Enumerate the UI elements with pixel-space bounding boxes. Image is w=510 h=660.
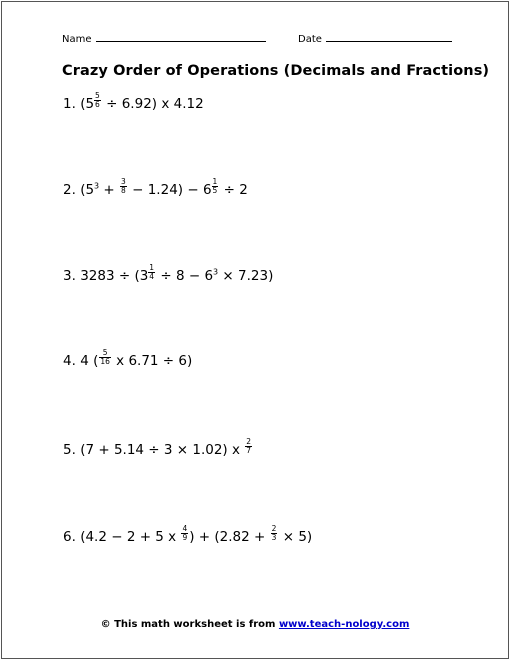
- expr-part: +: [99, 182, 120, 198]
- date-label: Date: [298, 34, 322, 45]
- expr-part: x 6.71 ÷ 6): [111, 353, 193, 369]
- fraction: [245, 438, 252, 455]
- problem-6: [63, 526, 312, 545]
- name-label: Name: [62, 34, 92, 45]
- problem-4: [63, 350, 192, 369]
- footer-prefix: © This math worksheet is from: [100, 619, 279, 630]
- denominator: 9: [182, 533, 188, 542]
- expr-part: ÷ 8 − 6: [156, 268, 214, 284]
- date-field: [298, 32, 452, 45]
- date-blank-line[interactable]: [326, 32, 452, 42]
- problem-3: [63, 265, 273, 284]
- denominator: 16: [100, 357, 110, 366]
- problem-2: [63, 179, 248, 198]
- fraction: [181, 525, 188, 542]
- expr-part: 3283 ÷ (3: [80, 268, 149, 284]
- teach-nology-link[interactable]: www.teach-nology.com: [278, 619, 410, 630]
- expr-part: (5: [80, 96, 95, 112]
- denominator: 6: [95, 100, 100, 109]
- expr-part: × 7.23): [218, 268, 274, 284]
- denominator: 8: [121, 186, 126, 195]
- denominator: 4: [149, 272, 155, 281]
- numerator: 1: [149, 263, 155, 272]
- expr-part: ) + (2.82 +: [189, 529, 270, 545]
- fraction: [148, 264, 155, 281]
- problem-number: 4.: [63, 353, 76, 369]
- numerator: 4: [182, 524, 188, 533]
- worksheet-page: [1, 1, 509, 659]
- expr-part: (4.2 − 2 + 5 x: [80, 529, 181, 545]
- denominator: 7: [246, 446, 252, 455]
- expr-part: ÷ 6.92) x 4.12: [101, 96, 204, 112]
- problem-5: [63, 439, 253, 458]
- problem-1: [63, 93, 204, 112]
- fraction: [271, 525, 278, 542]
- fraction: [212, 178, 219, 195]
- worksheet-title: Crazy Order of Operations (Decimals and Fractions): [62, 63, 490, 79]
- numerator: 3: [121, 177, 126, 186]
- name-blank-line[interactable]: [96, 32, 266, 42]
- expr-part: (5: [80, 182, 95, 198]
- expr-part: (7 + 5.14 ÷ 3 × 1.02) x: [80, 442, 245, 458]
- numerator: 5: [99, 349, 111, 358]
- expr-part: 4 (: [80, 353, 99, 369]
- footer-credit: [2, 619, 508, 630]
- problem-number: 2.: [63, 182, 76, 198]
- fraction: [120, 178, 127, 195]
- fraction: [94, 92, 101, 109]
- numerator: 5: [95, 91, 100, 100]
- exponent: 3: [94, 181, 100, 191]
- numerator: 2: [246, 437, 252, 446]
- expr-part: ÷ 2: [219, 182, 248, 198]
- problem-number: 1.: [63, 96, 76, 112]
- problem-number: 3.: [63, 268, 76, 284]
- problem-number: 6.: [63, 529, 76, 545]
- numerator: 2: [271, 524, 277, 533]
- name-field: [62, 32, 266, 45]
- expr-part: − 1.24) − 6: [127, 182, 212, 198]
- problem-number: 5.: [63, 442, 76, 458]
- denominator: 3: [271, 533, 277, 542]
- numerator: 1: [212, 177, 218, 186]
- expr-part: × 5): [278, 529, 313, 545]
- fraction: [99, 349, 111, 366]
- exponent: 3: [213, 267, 219, 277]
- denominator: 5: [212, 186, 218, 195]
